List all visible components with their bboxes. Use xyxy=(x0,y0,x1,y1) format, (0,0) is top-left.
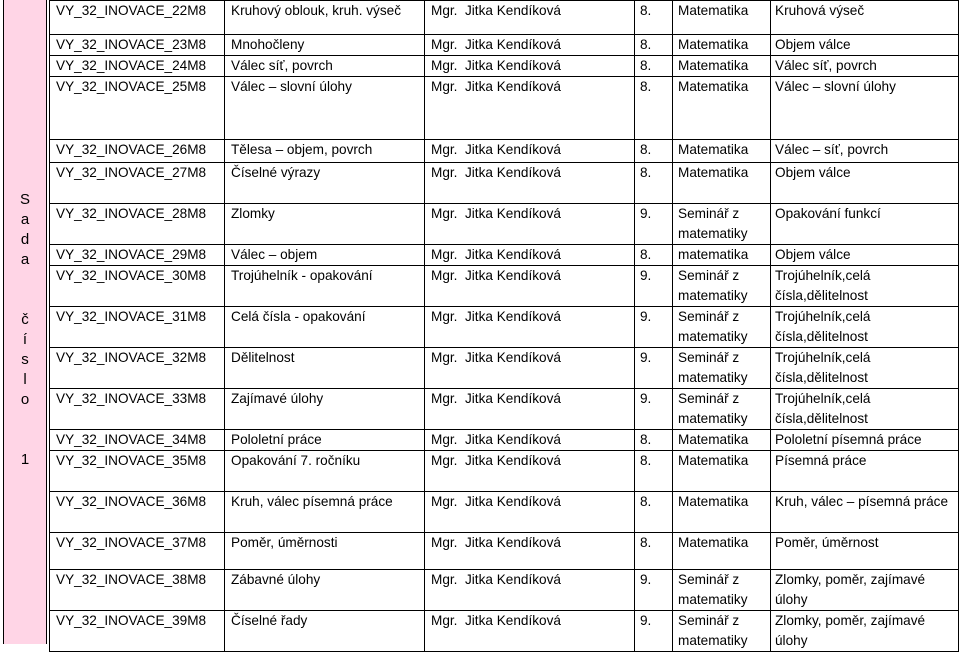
table-row xyxy=(50,348,959,389)
theme-cell: Písemná práce xyxy=(771,451,959,492)
theme-cell: Pololetní písemná práce xyxy=(771,430,959,451)
table-row xyxy=(50,140,959,163)
theme-cell: Trojúhelník,celá čísla,dělitelnost xyxy=(771,348,959,389)
table-row xyxy=(50,492,959,533)
side-label-text xyxy=(4,190,46,470)
code-cell: VY_32_INOVACE_28M8 xyxy=(50,204,225,245)
author-cell: Mgr. Jitka Kendíková xyxy=(425,35,635,56)
topic-cell: Trojúhelník - opakování xyxy=(225,266,425,307)
code-cell: VY_32_INOVACE_26M8 xyxy=(50,140,225,163)
code-cell: VY_32_INOVACE_29M8 xyxy=(50,245,225,266)
subject-cell: Seminář z matematiky xyxy=(673,204,771,245)
grade-cell: 8. xyxy=(635,533,673,570)
author-cell: Mgr. Jitka Kendíková xyxy=(425,204,635,245)
subject-cell: Matematika xyxy=(673,56,771,77)
subject-cell: Matematika xyxy=(673,533,771,570)
grade-cell: 9. xyxy=(635,389,673,430)
subject-cell: Seminář z matematiky xyxy=(673,266,771,307)
code-cell: VY_32_INOVACE_24M8 xyxy=(50,56,225,77)
table-row xyxy=(50,611,959,652)
topic-cell: Zábavné úlohy xyxy=(225,570,425,611)
subject-cell: Seminář z matematiky xyxy=(673,307,771,348)
grade-cell: 8. xyxy=(635,35,673,56)
theme-cell: Objem válce xyxy=(771,35,959,56)
side-label-letter: a xyxy=(20,251,30,268)
topic-cell: Dělitelnost xyxy=(225,348,425,389)
code-cell: VY_32_INOVACE_34M8 xyxy=(50,430,225,451)
materials-table xyxy=(49,0,959,652)
code-cell: VY_32_INOVACE_37M8 xyxy=(50,533,225,570)
topic-cell: Válec – objem xyxy=(225,245,425,266)
grade-cell: 8. xyxy=(635,451,673,492)
table-row xyxy=(50,430,959,451)
grade-cell: 9. xyxy=(635,611,673,652)
grade-cell: 9. xyxy=(635,307,673,348)
theme-cell: Válec – síť, povrch xyxy=(771,140,959,163)
grade-cell: 8. xyxy=(635,492,673,533)
table-row xyxy=(50,451,959,492)
author-cell: Mgr. Jitka Kendíková xyxy=(425,492,635,533)
theme-cell: Válec síť, povrch xyxy=(771,56,959,77)
topic-cell: Zlomky xyxy=(225,204,425,245)
materials-table-body xyxy=(50,1,959,652)
code-cell: VY_32_INOVACE_22M8 xyxy=(50,1,225,35)
topic-cell: Tělesa – objem, povrch xyxy=(225,140,425,163)
subject-cell: Matematika xyxy=(673,1,771,35)
code-cell: VY_32_INOVACE_32M8 xyxy=(50,348,225,389)
table-row xyxy=(50,389,959,430)
author-cell: Mgr. Jitka Kendíková xyxy=(425,611,635,652)
theme-cell: Poměr, úměrnost xyxy=(771,533,959,570)
grade-cell: 8. xyxy=(635,1,673,35)
grade-cell: 9. xyxy=(635,266,673,307)
grade-cell: 9. xyxy=(635,570,673,611)
side-label-letter: č xyxy=(21,311,29,328)
code-cell: VY_32_INOVACE_23M8 xyxy=(50,35,225,56)
grade-cell: 8. xyxy=(635,56,673,77)
subject-cell: Matematika xyxy=(673,163,771,204)
code-cell: VY_32_INOVACE_35M8 xyxy=(50,451,225,492)
materials-table-container xyxy=(49,0,958,648)
topic-cell: Číselné výrazy xyxy=(225,163,425,204)
table-row xyxy=(50,204,959,245)
author-cell: Mgr. Jitka Kendíková xyxy=(425,348,635,389)
side-label-column xyxy=(3,0,47,644)
author-cell: Mgr. Jitka Kendíková xyxy=(425,266,635,307)
subject-cell: matematika xyxy=(673,245,771,266)
grade-cell: 8. xyxy=(635,163,673,204)
subject-cell: Seminář z matematiky xyxy=(673,611,771,652)
author-cell: Mgr. Jitka Kendíková xyxy=(425,430,635,451)
code-cell: VY_32_INOVACE_33M8 xyxy=(50,389,225,430)
table-row xyxy=(50,35,959,56)
grade-cell: 8. xyxy=(635,140,673,163)
theme-cell: Kruh, válec – písemná práce xyxy=(771,492,959,533)
topic-cell: Válec síť, povrch xyxy=(225,56,425,77)
author-cell: Mgr. Jitka Kendíková xyxy=(425,56,635,77)
theme-cell: Zlomky, poměr, zajímavé úlohy xyxy=(771,570,959,611)
table-row xyxy=(50,266,959,307)
subject-cell: Seminář z matematiky xyxy=(673,389,771,430)
author-cell: Mgr. Jitka Kendíková xyxy=(425,570,635,611)
author-cell: Mgr. Jitka Kendíková xyxy=(425,245,635,266)
topic-cell: Zajímavé úlohy xyxy=(225,389,425,430)
author-cell: Mgr. Jitka Kendíková xyxy=(425,451,635,492)
subject-cell: Matematika xyxy=(673,35,771,56)
table-row xyxy=(50,163,959,204)
author-cell: Mgr. Jitka Kendíková xyxy=(425,1,635,35)
topic-cell: Kruh, válec písemná práce xyxy=(225,492,425,533)
code-cell: VY_32_INOVACE_30M8 xyxy=(50,266,225,307)
table-row xyxy=(50,56,959,77)
side-label-letter: a xyxy=(20,211,30,228)
author-cell: Mgr. Jitka Kendíková xyxy=(425,389,635,430)
side-label-letter: í xyxy=(22,331,28,348)
table-row xyxy=(50,245,959,266)
grade-cell: 9. xyxy=(635,348,673,389)
author-cell: Mgr. Jitka Kendíková xyxy=(425,77,635,140)
code-cell: VY_32_INOVACE_39M8 xyxy=(50,611,225,652)
grade-cell: 8. xyxy=(635,245,673,266)
side-label-letter: S xyxy=(19,191,30,208)
author-cell: Mgr. Jitka Kendíková xyxy=(425,533,635,570)
theme-cell: Objem válce xyxy=(771,163,959,204)
grade-cell: 8. xyxy=(635,430,673,451)
subject-cell: Matematika xyxy=(673,77,771,140)
theme-cell: Kruhová výseč xyxy=(771,1,959,35)
side-label-letter: 1 xyxy=(20,451,30,468)
theme-cell: Zlomky, poměr, zajímavé úlohy xyxy=(771,611,959,652)
table-row xyxy=(50,533,959,570)
table-row xyxy=(50,570,959,611)
theme-cell: Válec – slovní úlohy xyxy=(771,77,959,140)
theme-cell: Objem válce xyxy=(771,245,959,266)
grade-cell: 8. xyxy=(635,77,673,140)
subject-cell: Matematika xyxy=(673,451,771,492)
topic-cell: Pololetní práce xyxy=(225,430,425,451)
side-label-letter: l xyxy=(23,371,27,388)
topic-cell: Poměr, úměrnosti xyxy=(225,533,425,570)
subject-cell: Matematika xyxy=(673,430,771,451)
author-cell: Mgr. Jitka Kendíková xyxy=(425,163,635,204)
topic-cell: Číselné řady xyxy=(225,611,425,652)
topic-cell: Opakování 7. ročníku xyxy=(225,451,425,492)
topic-cell: Válec – slovní úlohy xyxy=(225,77,425,140)
table-row xyxy=(50,307,959,348)
theme-cell: Trojúhelník,celá čísla,dělitelnost xyxy=(771,307,959,348)
code-cell: VY_32_INOVACE_25M8 xyxy=(50,77,225,140)
code-cell: VY_32_INOVACE_38M8 xyxy=(50,570,225,611)
code-cell: VY_32_INOVACE_27M8 xyxy=(50,163,225,204)
subject-cell: Matematika xyxy=(673,140,771,163)
side-label-letter: o xyxy=(20,391,30,408)
author-cell: Mgr. Jitka Kendíková xyxy=(425,140,635,163)
subject-cell: Seminář z matematiky xyxy=(673,570,771,611)
theme-cell: Trojúhelník,celá čísla,dělitelnost xyxy=(771,389,959,430)
grade-cell: 9. xyxy=(635,204,673,245)
subject-cell: Seminář z matematiky xyxy=(673,348,771,389)
table-row xyxy=(50,77,959,140)
theme-cell: Opakování funkcí xyxy=(771,204,959,245)
topic-cell: Kruhový oblouk, kruh. výseč xyxy=(225,1,425,35)
topic-cell: Mnohočleny xyxy=(225,35,425,56)
author-cell: Mgr. Jitka Kendíková xyxy=(425,307,635,348)
topic-cell: Celá čísla - opakování xyxy=(225,307,425,348)
table-row xyxy=(50,1,959,35)
code-cell: VY_32_INOVACE_36M8 xyxy=(50,492,225,533)
side-label-letter: s xyxy=(21,351,29,368)
code-cell: VY_32_INOVACE_31M8 xyxy=(50,307,225,348)
subject-cell: Matematika xyxy=(673,492,771,533)
theme-cell: Trojúhelník,celá čísla,dělitelnost xyxy=(771,266,959,307)
side-label-letter: d xyxy=(20,231,30,248)
